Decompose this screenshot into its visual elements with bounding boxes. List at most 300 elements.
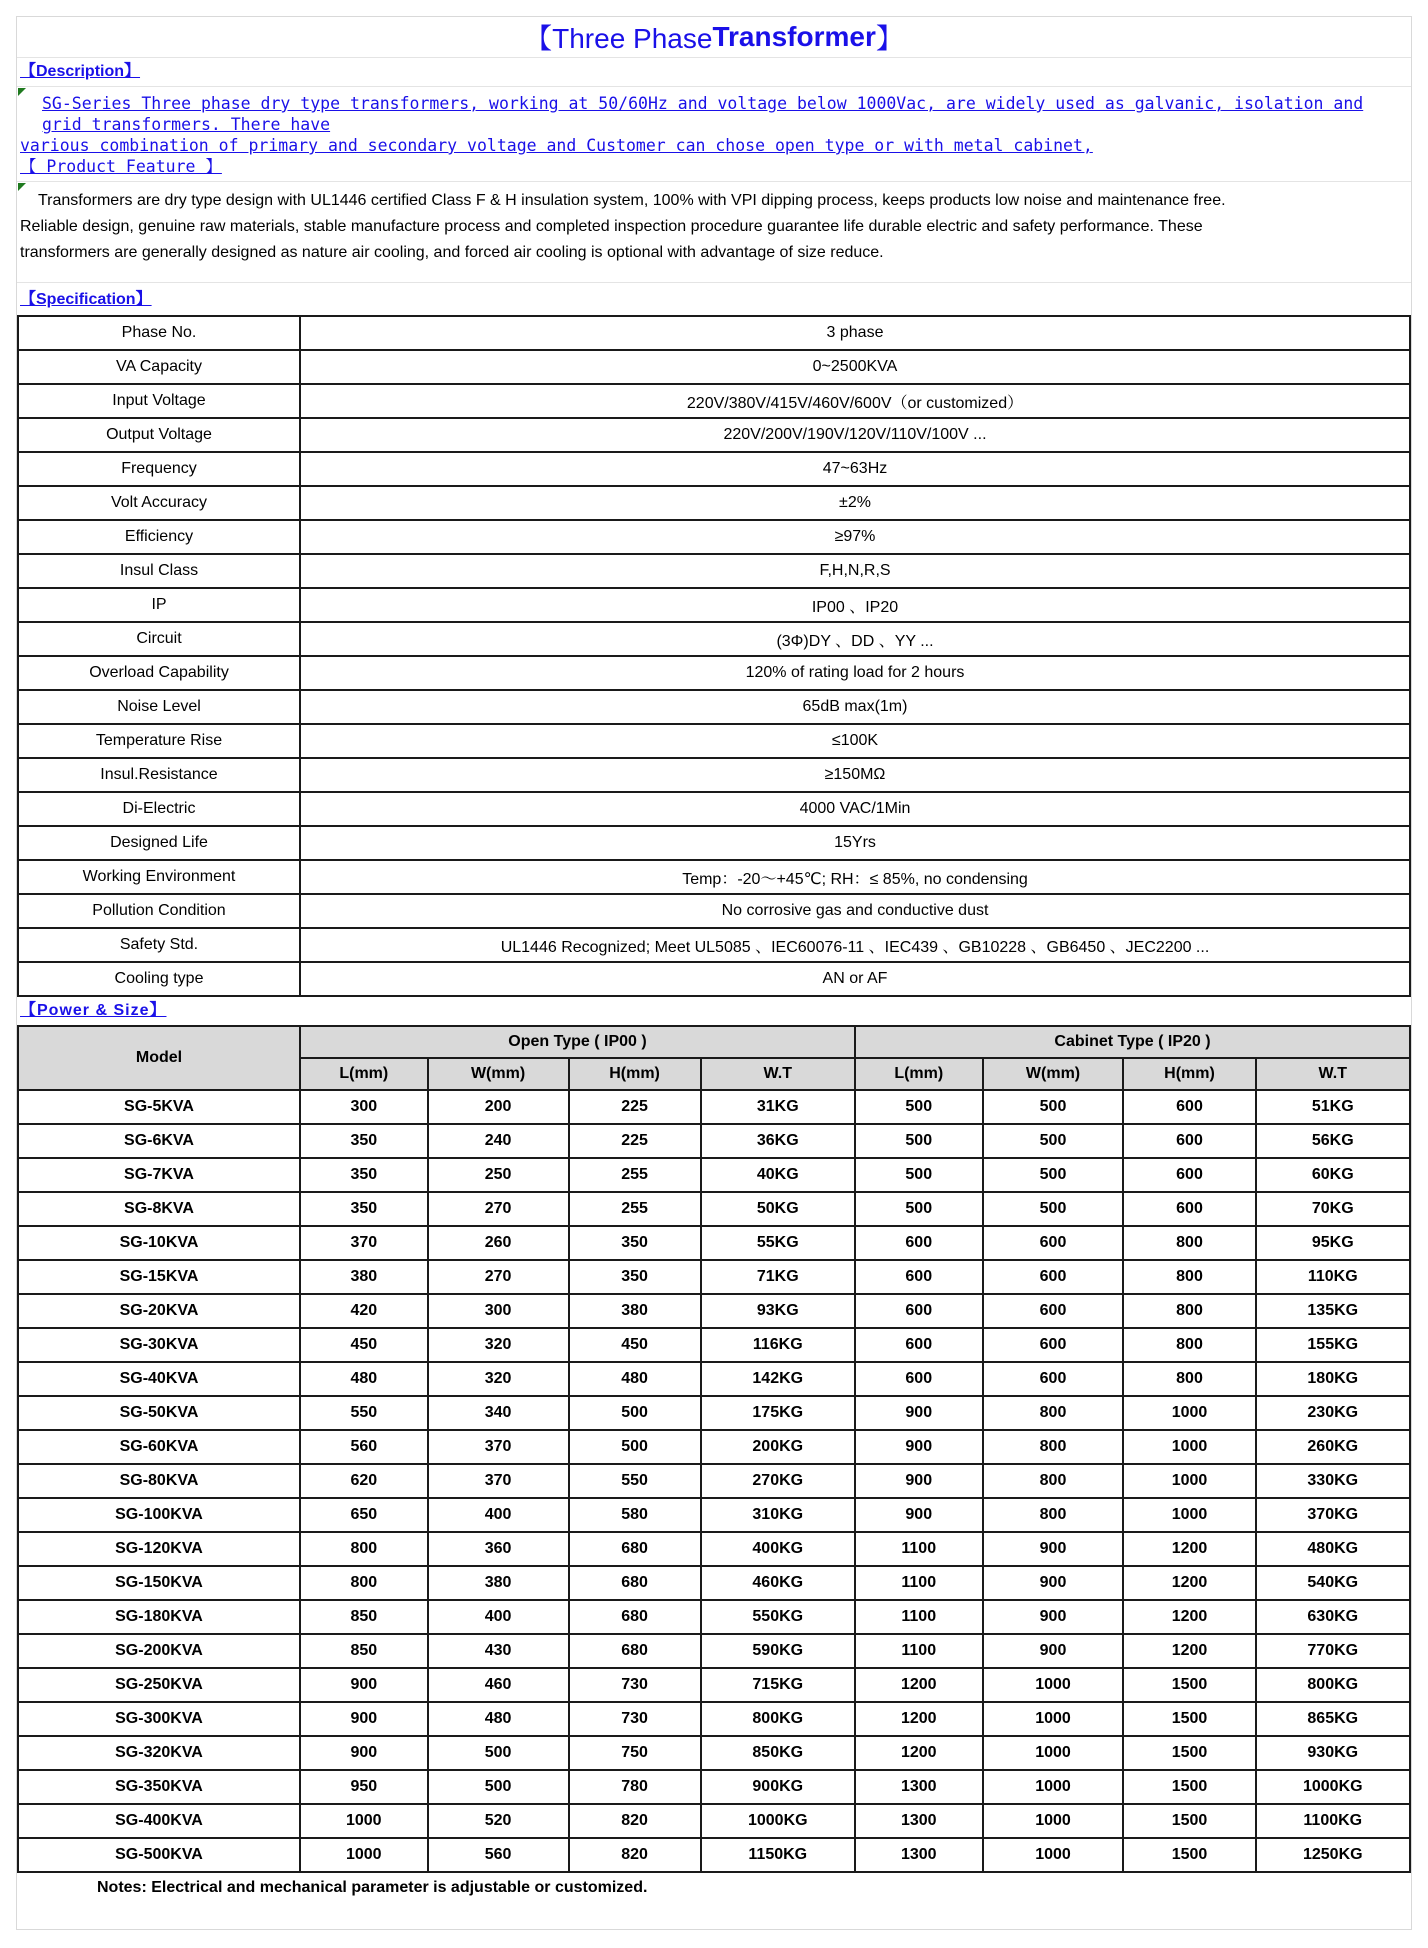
table-cell: 680: [569, 1532, 701, 1566]
table-cell: 750: [569, 1736, 701, 1770]
table-cell: 142KG: [701, 1362, 855, 1396]
spec-row: [18, 622, 1410, 656]
table-cell: 800: [983, 1464, 1124, 1498]
table-cell: 70KG: [1256, 1192, 1410, 1226]
table-cell: 865KG: [1256, 1702, 1410, 1736]
table-cell: 1500: [1123, 1770, 1255, 1804]
spec-value: ≤100K: [300, 724, 1410, 758]
model-cell: SG-300KVA: [18, 1702, 300, 1736]
spec-row: [18, 962, 1410, 996]
table-cell: 300: [300, 1090, 428, 1124]
spec-row: [18, 826, 1410, 860]
table-cell: 51KG: [1256, 1090, 1410, 1124]
spec-row: [18, 418, 1410, 452]
spec-value: 3 phase: [300, 316, 1410, 350]
spec-value: 120% of rating load for 2 hours: [300, 656, 1410, 690]
spec-value: ±2%: [300, 486, 1410, 520]
table-cell: 430: [428, 1634, 569, 1668]
table-row: [18, 1736, 1410, 1770]
spec-value: UL1446 Recognized; Meet UL5085 、IEC60076-11 、IEC439 、GB10228 、GB6450 、JEC2200 ...: [300, 928, 1410, 962]
dimension-header: W.T: [701, 1058, 855, 1090]
table-row: [18, 1158, 1410, 1192]
spec-value: IP00 、IP20: [300, 588, 1410, 622]
notes: Notes: Electrical and mechanical parameter is adjustable or customized.: [97, 1879, 648, 1896]
table-cell: 1500: [1123, 1804, 1255, 1838]
spec-value: 220V/200V/190V/120V/110V/100V ...: [300, 418, 1410, 452]
dimension-header: W(mm): [983, 1058, 1124, 1090]
model-cell: SG-50KVA: [18, 1396, 300, 1430]
table-row: [18, 1192, 1410, 1226]
table-cell: 600: [983, 1362, 1124, 1396]
table-cell: 850KG: [701, 1736, 855, 1770]
table-cell: 320: [428, 1362, 569, 1396]
table-cell: 1200: [1123, 1532, 1255, 1566]
model-cell: SG-7KVA: [18, 1158, 300, 1192]
spec-row: [18, 452, 1410, 486]
table-cell: 500: [855, 1124, 983, 1158]
table-cell: 950: [300, 1770, 428, 1804]
table-cell: 800: [1123, 1294, 1255, 1328]
table-cell: 300: [428, 1294, 569, 1328]
table-cell: 600: [1123, 1124, 1255, 1158]
table-row: [18, 1430, 1410, 1464]
spec-key: Input Voltage: [18, 384, 300, 418]
spec-row: [18, 656, 1410, 690]
table-row: [18, 1838, 1410, 1872]
table-cell: 36KG: [701, 1124, 855, 1158]
table-cell: 330KG: [1256, 1464, 1410, 1498]
title-part-3: 】: [875, 23, 904, 54]
spec-key: Noise Level: [18, 690, 300, 724]
table-cell: 600: [983, 1328, 1124, 1362]
table-cell: 900: [855, 1396, 983, 1430]
spec-row: [18, 554, 1410, 588]
table-cell: 900: [855, 1498, 983, 1532]
model-cell: SG-30KVA: [18, 1328, 300, 1362]
table-cell: 680: [569, 1634, 701, 1668]
feature-text-line-3: transformers are generally designed as nature air cooling, and forced air cooling is optional with advantage of size reduce.: [20, 244, 884, 261]
table-cell: 500: [983, 1090, 1124, 1124]
table-cell: 225: [569, 1090, 701, 1124]
table-cell: 850: [300, 1600, 428, 1634]
table-cell: 1000: [1123, 1498, 1255, 1532]
table-row: [18, 1328, 1410, 1362]
table-cell: 500: [855, 1090, 983, 1124]
table-cell: 40KG: [701, 1158, 855, 1192]
spec-value: AN or AF: [300, 962, 1410, 996]
spec-key: Volt Accuracy: [18, 486, 300, 520]
model-cell: SG-400KVA: [18, 1804, 300, 1838]
table-cell: 370: [300, 1226, 428, 1260]
table-cell: 93KG: [701, 1294, 855, 1328]
spec-key: Temperature Rise: [18, 724, 300, 758]
table-row: [18, 1124, 1410, 1158]
table-row: [18, 1090, 1410, 1124]
table-cell: 600: [1123, 1090, 1255, 1124]
table-cell: 50KG: [701, 1192, 855, 1226]
table-cell: 1500: [1123, 1838, 1255, 1872]
table-cell: 630KG: [1256, 1600, 1410, 1634]
table-cell: 1200: [855, 1736, 983, 1770]
table-cell: 800KG: [1256, 1668, 1410, 1702]
table-cell: 260: [428, 1226, 569, 1260]
table-cell: 800: [983, 1498, 1124, 1532]
table-cell: 380: [569, 1294, 701, 1328]
table-cell: 480: [428, 1702, 569, 1736]
table-cell: 500: [855, 1158, 983, 1192]
comment-marker-icon: [18, 88, 26, 96]
table-cell: 370: [428, 1430, 569, 1464]
table-cell: 540KG: [1256, 1566, 1410, 1600]
table-row: [18, 1566, 1410, 1600]
table-cell: 350: [300, 1192, 428, 1226]
model-cell: SG-60KVA: [18, 1430, 300, 1464]
model-cell: SG-250KVA: [18, 1668, 300, 1702]
table-cell: 900: [983, 1566, 1124, 1600]
spec-value: (3Φ)DY 、DD 、YY ...: [300, 622, 1410, 656]
table-cell: 55KG: [701, 1226, 855, 1260]
dimension-header: H(mm): [569, 1058, 701, 1090]
spec-sheet: [16, 16, 1412, 1930]
table-row: [18, 1668, 1410, 1702]
table-cell: 580: [569, 1498, 701, 1532]
table-cell: 31KG: [701, 1090, 855, 1124]
table-cell: 380: [300, 1260, 428, 1294]
table-cell: 500: [983, 1124, 1124, 1158]
spec-row: [18, 486, 1410, 520]
table-cell: 550: [569, 1464, 701, 1498]
spec-value: F,H,N,R,S: [300, 554, 1410, 588]
table-row: [18, 1770, 1410, 1804]
table-cell: 900: [300, 1668, 428, 1702]
table-row: [18, 1362, 1410, 1396]
table-cell: 310KG: [701, 1498, 855, 1532]
table-cell: 255: [569, 1158, 701, 1192]
table-cell: 370KG: [1256, 1498, 1410, 1532]
page-title: [17, 17, 1411, 58]
table-cell: 260KG: [1256, 1430, 1410, 1464]
table-cell: 1000: [983, 1838, 1124, 1872]
spec-key: Overload Capability: [18, 656, 300, 690]
model-cell: SG-500KVA: [18, 1838, 300, 1872]
table-cell: 1200: [855, 1702, 983, 1736]
table-cell: 550KG: [701, 1600, 855, 1634]
feature-text-block: [17, 182, 1411, 283]
spec-key: Pollution Condition: [18, 894, 300, 928]
table-cell: 110KG: [1256, 1260, 1410, 1294]
spec-key: Di-Electric: [18, 792, 300, 826]
model-cell: SG-320KVA: [18, 1736, 300, 1770]
table-row: [18, 1634, 1410, 1668]
spec-value: ≥150MΩ: [300, 758, 1410, 792]
table-cell: 380: [428, 1566, 569, 1600]
spec-value: 47~63Hz: [300, 452, 1410, 486]
spec-row: [18, 520, 1410, 554]
table-cell: 600: [855, 1294, 983, 1328]
table-cell: 550: [300, 1396, 428, 1430]
table-cell: 820: [569, 1838, 701, 1872]
table-cell: 800: [1123, 1362, 1255, 1396]
table-cell: 320: [428, 1328, 569, 1362]
table-cell: 250: [428, 1158, 569, 1192]
spec-key: Safety Std.: [18, 928, 300, 962]
table-cell: 1250KG: [1256, 1838, 1410, 1872]
table-cell: 600: [855, 1362, 983, 1396]
description-line-1[interactable]: SG-Series Three phase dry type transformers, working at 50/60Hz and voltage below 1000Vac, are widely used as galvanic, isolation and grid transformers. There have: [42, 94, 1364, 134]
table-cell: 71KG: [701, 1260, 855, 1294]
table-cell: 500: [428, 1736, 569, 1770]
table-cell: 770KG: [1256, 1634, 1410, 1668]
table-cell: 820: [569, 1804, 701, 1838]
table-cell: 400: [428, 1600, 569, 1634]
spec-key: Insul Class: [18, 554, 300, 588]
table-cell: 600: [855, 1260, 983, 1294]
table-cell: 255: [569, 1192, 701, 1226]
table-cell: 1300: [855, 1804, 983, 1838]
spec-row: [18, 792, 1410, 826]
spec-key: Cooling type: [18, 962, 300, 996]
table-row: [18, 1804, 1410, 1838]
model-cell: SG-8KVA: [18, 1192, 300, 1226]
spec-value: 0~2500KVA: [300, 350, 1410, 384]
table-row: [18, 1260, 1410, 1294]
table-cell: 730: [569, 1702, 701, 1736]
table-cell: 600: [983, 1260, 1124, 1294]
table-row: [18, 1532, 1410, 1566]
table-cell: 600: [983, 1294, 1124, 1328]
spec-key: Efficiency: [18, 520, 300, 554]
table-cell: 800: [1123, 1226, 1255, 1260]
table-cell: 350: [300, 1158, 428, 1192]
table-cell: 1300: [855, 1838, 983, 1872]
spec-row: [18, 350, 1410, 384]
model-cell: SG-180KVA: [18, 1600, 300, 1634]
table-cell: 1500: [1123, 1702, 1255, 1736]
table-cell: 350: [569, 1260, 701, 1294]
table-row: [18, 1600, 1410, 1634]
description-label[interactable]: 【Description】: [17, 58, 1411, 87]
table-cell: 420: [300, 1294, 428, 1328]
table-cell: 1300: [855, 1770, 983, 1804]
comment-marker-icon: [18, 183, 26, 191]
dimension-header: L(mm): [855, 1058, 983, 1090]
table-cell: 800: [983, 1396, 1124, 1430]
table-cell: 900: [983, 1600, 1124, 1634]
table-cell: 800: [1123, 1328, 1255, 1362]
table-cell: 270: [428, 1192, 569, 1226]
table-cell: 1150KG: [701, 1838, 855, 1872]
spec-key: IP: [18, 588, 300, 622]
table-row: [18, 1702, 1410, 1736]
spec-key: Phase No.: [18, 316, 300, 350]
table-cell: 560: [428, 1838, 569, 1872]
table-cell: 730: [569, 1668, 701, 1702]
table-cell: 1000: [983, 1702, 1124, 1736]
table-cell: 60KG: [1256, 1158, 1410, 1192]
dimension-header: L(mm): [300, 1058, 428, 1090]
dimension-header: W(mm): [428, 1058, 569, 1090]
model-cell: SG-80KVA: [18, 1464, 300, 1498]
table-cell: 350: [569, 1226, 701, 1260]
table-cell: 560: [300, 1430, 428, 1464]
model-header: Model: [18, 1026, 300, 1090]
table-cell: 1000: [300, 1838, 428, 1872]
table-row: [18, 1396, 1410, 1430]
model-cell: SG-40KVA: [18, 1362, 300, 1396]
table-cell: 1100KG: [1256, 1804, 1410, 1838]
power-size-label[interactable]: 【Power & Size】: [20, 1002, 167, 1019]
spec-value: Temp：-20～+45℃; RH：≤ 85%, no condensing: [300, 860, 1410, 894]
description-link[interactable]: [17, 87, 1411, 182]
table-cell: 800: [300, 1532, 428, 1566]
table-cell: 175KG: [701, 1396, 855, 1430]
spec-row: [18, 894, 1410, 928]
table-cell: 1000: [983, 1736, 1124, 1770]
table-cell: 900: [300, 1702, 428, 1736]
model-cell: SG-350KVA: [18, 1770, 300, 1804]
table-cell: 1200: [855, 1668, 983, 1702]
table-cell: 900KG: [701, 1770, 855, 1804]
table-cell: 680: [569, 1600, 701, 1634]
specification-table: [17, 315, 1411, 997]
table-cell: 1500: [1123, 1668, 1255, 1702]
table-cell: 900: [983, 1634, 1124, 1668]
table-cell: 590KG: [701, 1634, 855, 1668]
product-feature-label[interactable]: 【 Product Feature 】: [20, 157, 222, 176]
feature-text-line-2: Reliable design, genuine raw materials, stable manufacture process and completed inspection procedure guarantee life durable electric and safety performance. These: [20, 218, 1203, 235]
table-cell: 1000: [1123, 1430, 1255, 1464]
table-cell: 95KG: [1256, 1226, 1410, 1260]
spec-row: [18, 316, 1410, 350]
table-row: [18, 1498, 1410, 1532]
table-cell: 225: [569, 1124, 701, 1158]
spec-value: ≥97%: [300, 520, 1410, 554]
table-cell: 620: [300, 1464, 428, 1498]
table-cell: 800: [1123, 1260, 1255, 1294]
dimension-header: W.T: [1256, 1058, 1410, 1090]
table-cell: 1100: [855, 1600, 983, 1634]
table-cell: 930KG: [1256, 1736, 1410, 1770]
table-cell: 900: [855, 1464, 983, 1498]
spec-row: [18, 758, 1410, 792]
spec-row: [18, 928, 1410, 962]
spec-key: Insul.Resistance: [18, 758, 300, 792]
table-cell: 520: [428, 1804, 569, 1838]
table-cell: 600: [855, 1226, 983, 1260]
spec-key: Working Environment: [18, 860, 300, 894]
table-cell: 1200: [1123, 1566, 1255, 1600]
table-cell: 680: [569, 1566, 701, 1600]
table-cell: 56KG: [1256, 1124, 1410, 1158]
table-cell: 230KG: [1256, 1396, 1410, 1430]
table-cell: 270: [428, 1260, 569, 1294]
model-cell: SG-120KVA: [18, 1532, 300, 1566]
table-cell: 500: [428, 1770, 569, 1804]
dimension-header: H(mm): [1123, 1058, 1255, 1090]
title-part-1: 【Three Phase: [524, 23, 713, 54]
spec-key: VA Capacity: [18, 350, 300, 384]
spec-row: [18, 384, 1410, 418]
table-cell: 135KG: [1256, 1294, 1410, 1328]
table-cell: 800: [300, 1566, 428, 1600]
table-cell: 500: [569, 1430, 701, 1464]
model-cell: SG-200KVA: [18, 1634, 300, 1668]
spec-value: 15Yrs: [300, 826, 1410, 860]
spec-value: 65dB max(1m): [300, 690, 1410, 724]
table-cell: 1000: [300, 1804, 428, 1838]
table-cell: 650: [300, 1498, 428, 1532]
table-cell: 340: [428, 1396, 569, 1430]
spec-row: [18, 690, 1410, 724]
table-cell: 900: [983, 1532, 1124, 1566]
specification-label[interactable]: 【Specification】: [20, 291, 152, 308]
table-cell: 400: [428, 1498, 569, 1532]
table-cell: 360: [428, 1532, 569, 1566]
spec-value: No corrosive gas and conductive dust: [300, 894, 1410, 928]
spec-row: [18, 588, 1410, 622]
spec-row: [18, 724, 1410, 758]
model-cell: SG-6KVA: [18, 1124, 300, 1158]
model-cell: SG-20KVA: [18, 1294, 300, 1328]
table-cell: 155KG: [1256, 1328, 1410, 1362]
table-cell: 480KG: [1256, 1532, 1410, 1566]
table-cell: 1500: [1123, 1736, 1255, 1770]
table-cell: 1000: [983, 1668, 1124, 1702]
model-cell: SG-5KVA: [18, 1090, 300, 1124]
table-row: [18, 1294, 1410, 1328]
model-cell: SG-10KVA: [18, 1226, 300, 1260]
title-part-2: Transformer: [712, 21, 876, 52]
table-cell: 900: [300, 1736, 428, 1770]
table-cell: 480: [569, 1362, 701, 1396]
spec-key: Circuit: [18, 622, 300, 656]
model-cell: SG-15KVA: [18, 1260, 300, 1294]
model-cell: SG-150KVA: [18, 1566, 300, 1600]
table-cell: 800KG: [701, 1702, 855, 1736]
table-cell: 400KG: [701, 1532, 855, 1566]
table-cell: 480: [300, 1362, 428, 1396]
table-cell: 780: [569, 1770, 701, 1804]
cabinet-type-header: Cabinet Type ( IP20 ): [855, 1026, 1410, 1058]
table-cell: 1000: [983, 1804, 1124, 1838]
spec-key: Frequency: [18, 452, 300, 486]
table-cell: 500: [983, 1158, 1124, 1192]
table-cell: 600: [983, 1226, 1124, 1260]
table-cell: 200: [428, 1090, 569, 1124]
table-cell: 460: [428, 1668, 569, 1702]
table-cell: 600: [855, 1328, 983, 1362]
table-cell: 1100: [855, 1532, 983, 1566]
model-cell: SG-100KVA: [18, 1498, 300, 1532]
table-cell: 500: [569, 1396, 701, 1430]
table-cell: 1200: [1123, 1600, 1255, 1634]
table-cell: 1000KG: [701, 1804, 855, 1838]
table-cell: 200KG: [701, 1430, 855, 1464]
table-cell: 1000: [983, 1770, 1124, 1804]
table-cell: 1000: [1123, 1464, 1255, 1498]
spec-row: [18, 860, 1410, 894]
table-cell: 450: [300, 1328, 428, 1362]
description-line-2[interactable]: various combination of primary and secondary voltage and Customer can chose open type or with metal cabinet,: [20, 136, 1093, 155]
table-cell: 715KG: [701, 1668, 855, 1702]
table-cell: 1000KG: [1256, 1770, 1410, 1804]
table-cell: 460KG: [701, 1566, 855, 1600]
table-cell: 850: [300, 1634, 428, 1668]
table-cell: 1100: [855, 1634, 983, 1668]
feature-text-line-1: Transformers are dry type design with UL1446 certified Class F & H insulation system, 100% with VPI dipping process, keeps products low noise and maintenance free.: [38, 192, 1226, 209]
table-cell: 350: [300, 1124, 428, 1158]
table-cell: 370: [428, 1464, 569, 1498]
